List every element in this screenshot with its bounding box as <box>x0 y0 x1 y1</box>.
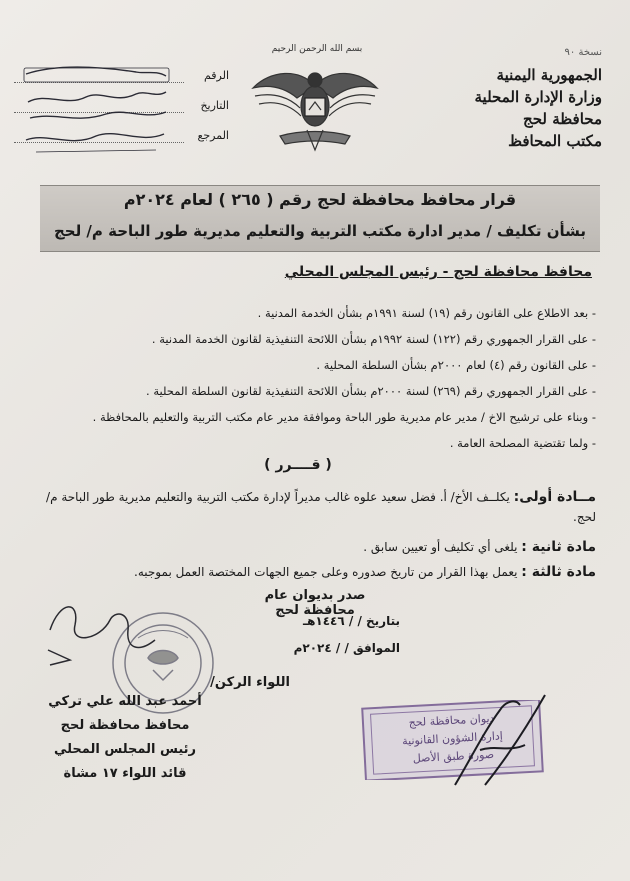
article-3 <box>26 562 596 582</box>
article-label: مــادة أولى: <box>513 489 596 505</box>
stamp-line: إدارة الشؤون القانونية <box>401 729 504 748</box>
field-label: الرقم <box>203 68 229 82</box>
hijri-date-row <box>240 614 400 628</box>
decision-title: قرار محافظ محافظة لحج رقم ( ٢٦٥ ) لعام ٢٠٢٤م <box>123 190 517 209</box>
clause: - بعد الاطلاع على القانون رقم (١٩) لسنة ١٩٩١م بشأن الخدمة المدنية . <box>257 306 596 320</box>
field-label: المرجع <box>197 128 229 142</box>
article-label: مادة ثالثة : <box>521 564 596 580</box>
national-emblem-icon <box>245 58 385 158</box>
clause: - وبناء على ترشيح الاخ / مدير عام مديرية طور الباحة وموافقة مدير عام مكتب التربية والتعليم بالمحافظة . <box>92 410 596 424</box>
signatory-rank: اللواء الركن/ <box>210 675 290 690</box>
decision-subject: بشأن تكليف / مدير ادارة مكتب التربية والتعليم مديرية طور الباحة م/ لحج <box>53 222 587 240</box>
ministry-name: وزارة الإدارة المحلية <box>474 88 602 106</box>
copy-number: نسخة ٩٠ <box>564 47 602 58</box>
date-value: / / ١٤٤٦هـ <box>302 614 362 628</box>
country-name: الجمهورية اليمنية <box>496 66 602 84</box>
decision-heading: ( قــــرر ) <box>264 457 332 473</box>
clause: - ولما تقتضية المصلحة العامة . <box>449 436 596 450</box>
handwritten-signature <box>40 590 160 670</box>
date-label: الموافق <box>353 641 400 655</box>
signatory-title: محافظ محافظة لحج <box>60 718 190 733</box>
issued-at: صدر بديوان عام محافظة لحج <box>264 588 366 618</box>
article-text: يعمل بهذا القرار من تاريخ صدوره وعلى جميع الجهات المختصة العمل بموجبه. <box>134 565 518 579</box>
basmala: بسم الله الرحمن الرحيم <box>271 44 363 54</box>
letterhead-right <box>432 42 602 152</box>
handwritten-signature <box>425 690 565 790</box>
preamble-clauses <box>36 300 596 456</box>
office-name: مكتب المحافظ <box>508 132 602 150</box>
article-text: يكلــف الأخ/ أ. فضل سعيد علوه غالب مديراً لإدارة مكتب التربية والتعليم مديرية طور الباحة م/ لحج. <box>46 490 596 524</box>
stamp-line: ديوان محافظة لحج <box>408 711 495 730</box>
article-2 <box>26 537 596 557</box>
signatory-name: أحمد عبد الله علي تركي <box>48 694 202 709</box>
article-1 <box>26 487 596 527</box>
section-heading: محافظ محافظة لحج - رئيس المجلس المحلي <box>284 264 592 280</box>
stamp-line: صورة طبق الأصل <box>412 747 495 766</box>
signatory-title: قائد اللواء ١٧ مشاة <box>63 766 187 781</box>
clause: - على القانون رقم (٤) لعام ٢٠٠٠م بشأن السلطة المحلية . <box>316 358 596 372</box>
article-label: مادة ثانية : <box>521 539 596 555</box>
field-label: التاريخ <box>200 98 229 112</box>
date-label: بتاريخ <box>366 614 400 628</box>
governorate-name: محافظة لحج <box>523 110 602 128</box>
article-text: يلغى أي تكليف أو تعيين سابق . <box>363 540 518 554</box>
date-value: / / ٢٠٢٤م <box>293 641 349 655</box>
clause: - على القرار الجمهوري رقم (١٢٢) لسنة ١٩٩٢م بشأن اللائحة التنفيذية لقانون الخدمة المدنية . <box>151 332 596 346</box>
gregorian-date-row <box>240 641 400 655</box>
clause: - على القرار الجمهوري رقم (٢٦٩) لسنة ٢٠٠٠م بشأن اللائحة التنفيذية لقانون السلطة المحلية . <box>146 384 596 398</box>
signatory-title: رئيس المجلس المحلي <box>53 742 197 757</box>
signature-block <box>30 690 220 786</box>
handwritten-reference-scribble <box>16 62 176 162</box>
